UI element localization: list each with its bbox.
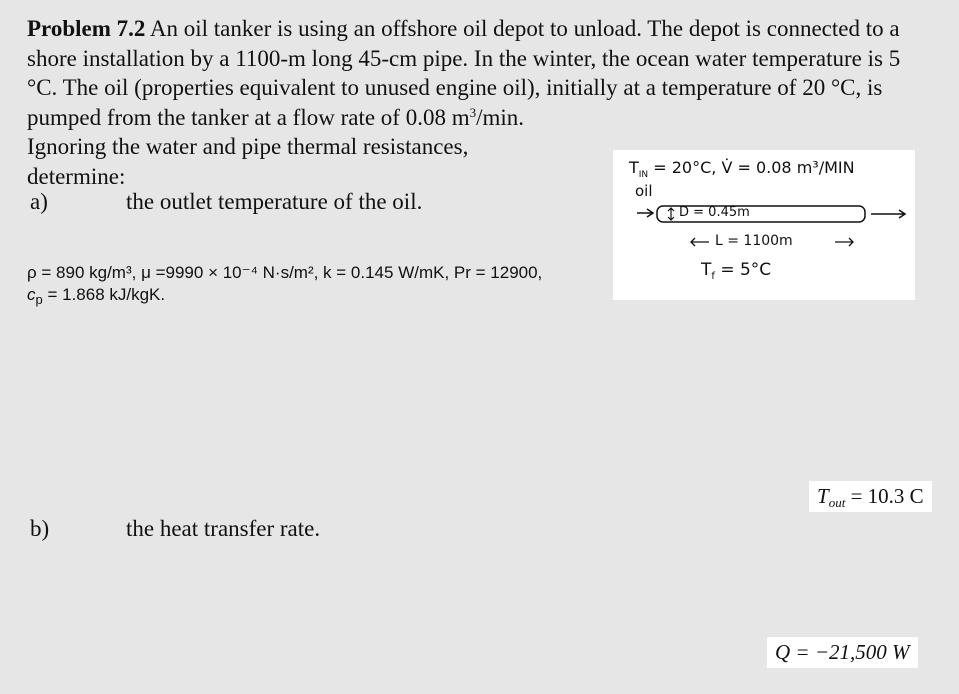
cp-symbol: c bbox=[27, 285, 36, 304]
outlet-arrow bbox=[871, 210, 905, 218]
part-b-text: the heat transfer rate. bbox=[126, 516, 321, 541]
answer-a-box bbox=[809, 481, 932, 512]
problem-text: An oil tanker is using an offshore oil depot to unload. The depot is connected to a shore installation by a 1100-m long 45-cm pipe. In the winter, the ocean water temperature is 5 °C. The oil (properties equivalent to unused engine oil), initially at a temperature of 20 °C, is pumped from the tanker at a flow rate of 0.08 m bbox=[27, 16, 901, 130]
cp-value: = 1.868 kJ/kgK. bbox=[42, 285, 166, 304]
properties-line-2 bbox=[27, 284, 627, 306]
sketch-tin-rest: = 20°C, V̇ = 0.08 m³/MIN bbox=[648, 158, 855, 177]
answer-a-symbol: T bbox=[817, 484, 829, 508]
answer-b-box: Q = −21,500 W bbox=[767, 637, 918, 668]
sketch-oil-label: oil bbox=[635, 182, 653, 200]
determine-text: determine: bbox=[27, 163, 126, 189]
answer-a-value: = 10.3 C bbox=[845, 484, 924, 508]
handwritten-sketch bbox=[613, 150, 915, 300]
answer-a-sub: out bbox=[828, 495, 846, 510]
ignoring-text: Ignoring the water and pipe thermal resistances, bbox=[27, 134, 469, 159]
properties-line-1: ρ = 890 kg/m³, μ =9990 × 10⁻⁴ N·s/m², k = 0.145 W/mK, Pr = 12900, bbox=[27, 263, 543, 282]
problem-text-end: /min. bbox=[476, 104, 525, 130]
diameter-arrow bbox=[668, 208, 674, 220]
sketch-fluid-temp bbox=[701, 260, 771, 280]
problem-number: Problem 7.2 bbox=[27, 16, 146, 41]
sketch-length: L = 1100m bbox=[715, 233, 793, 249]
sketch-tf-rest: = 5°C bbox=[714, 260, 772, 280]
part-a-label: a) bbox=[30, 189, 48, 214]
sketch-tin: T bbox=[629, 158, 639, 177]
inlet-arrow bbox=[637, 209, 653, 217]
sketch-diameter: D = 0.45m bbox=[679, 205, 750, 220]
sketch-tf-sub: f bbox=[711, 271, 715, 282]
part-b-label: b) bbox=[30, 516, 50, 541]
sketch-tf: T bbox=[701, 260, 712, 280]
problem-text-sup: 3 bbox=[469, 104, 477, 120]
cp-sub: p bbox=[35, 292, 43, 307]
part-a-text: the outlet temperature of the oil. bbox=[126, 189, 423, 214]
properties-block bbox=[27, 262, 627, 306]
sketch-tin-sub: IN bbox=[638, 170, 649, 180]
